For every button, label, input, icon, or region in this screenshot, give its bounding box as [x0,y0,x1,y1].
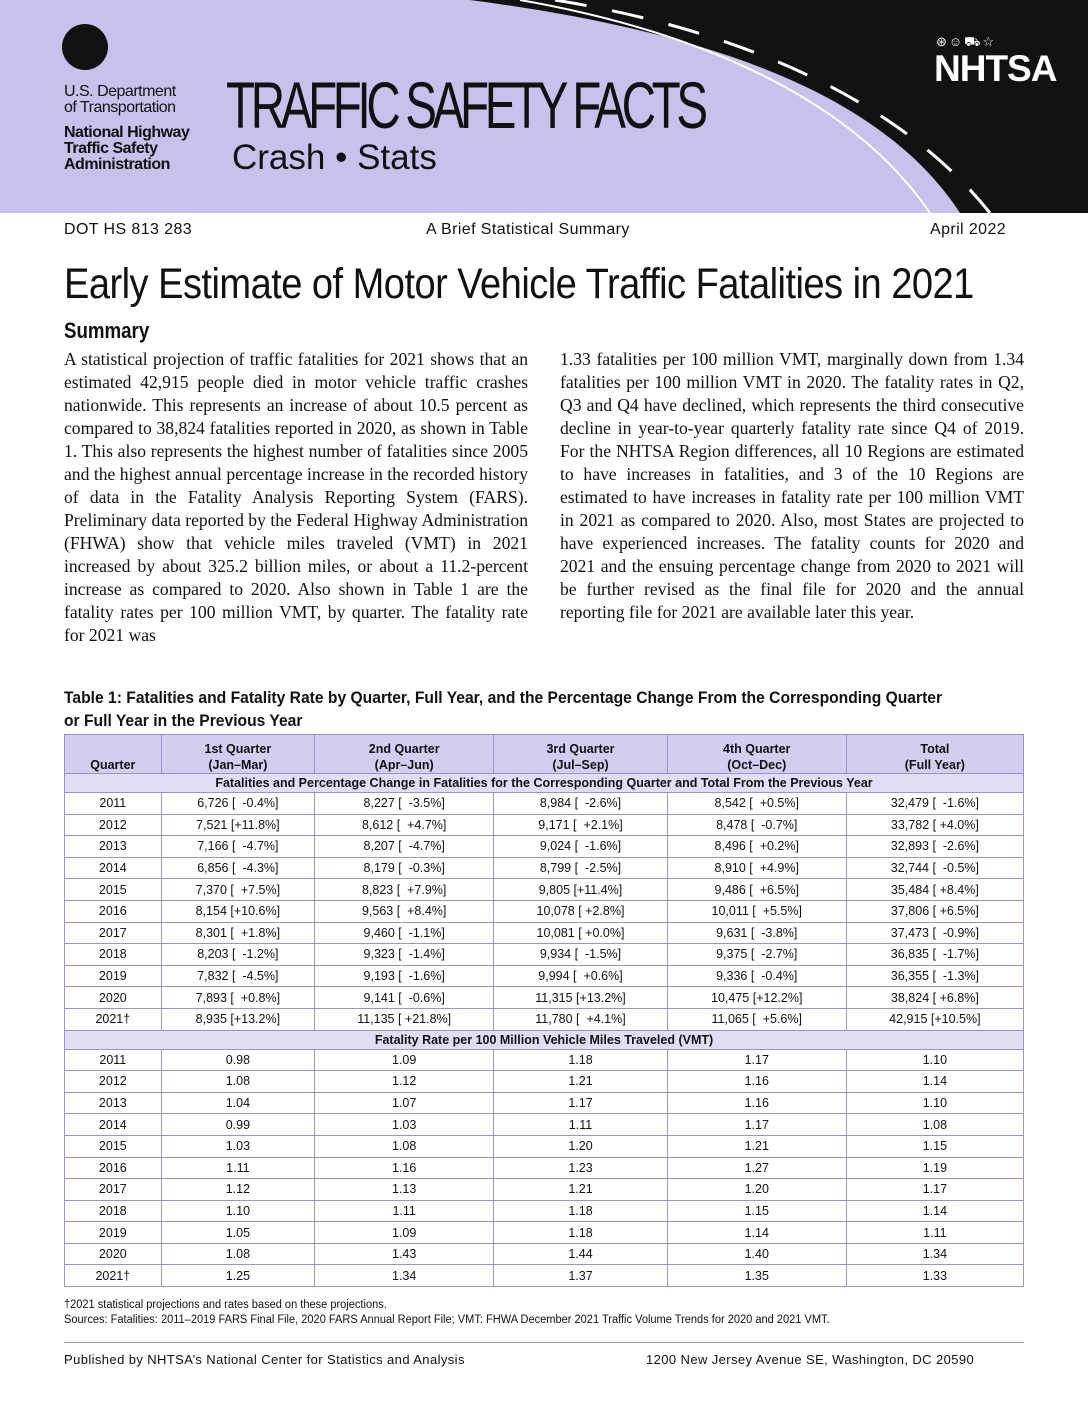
value-cell: 1.37 [494,1265,667,1287]
value-cell: 9,323 [ -1.4%] [315,944,494,966]
section-fatalities-label: Fatalities and Percentage Change in Fatalities for the Corresponding Quarter and Total From the Previous Year [65,774,1024,793]
value-cell: 1.19 [846,1157,1023,1179]
value-cell: 8,823 [ +7.9%] [315,879,494,901]
table-row [65,1265,1024,1287]
value-cell: 7,832 [ -4.5%] [161,965,314,987]
footer-publisher: Published by NHTSA’s National Center for Statistics and Analysis [64,1352,465,1367]
value-cell: 1.08 [846,1114,1023,1136]
footer-divider [64,1342,1024,1343]
value-cell: 1.17 [667,1114,846,1136]
value-cell: 11,065 [ +5.6%] [667,1008,846,1030]
value-cell: 32,479 [ -1.6%] [846,793,1023,815]
value-cell: 1.34 [846,1243,1023,1265]
summary-type: A Brief Statistical Summary [426,221,630,238]
table-row [65,987,1024,1009]
year-cell: 2014 [65,1114,162,1136]
column-header: Total (Full Year) [846,735,1023,774]
table-row [65,1157,1024,1179]
year-cell: 2016 [65,900,162,922]
value-cell: 1.09 [315,1222,494,1244]
value-cell: 1.08 [315,1135,494,1157]
year-cell: 2016 [65,1157,162,1179]
header-banner [0,0,1088,213]
nhtsa-pictogram-icon: ⊛☺⛟☆ [936,34,997,49]
value-cell: 11,315 [+13.2%] [494,987,667,1009]
footnote-sources: Sources: Fatalities: 2011–2019 FARS Final File, 2020 FARS Annual Report File; VMT: FHWA December 2021 Traffic Volume Trends for 2020 and 2021 VMT. [64,1314,830,1326]
value-cell: 1.18 [494,1200,667,1222]
value-cell: 9,375 [ -2.7%] [667,944,846,966]
value-cell: 7,370 [ +7.5%] [161,879,314,901]
table-row [65,836,1024,858]
year-cell: 2021† [65,1008,162,1030]
value-cell: 1.43 [315,1243,494,1265]
series-title: TRAFFIC SAFETY FACTS [226,68,704,142]
value-cell: 1.11 [846,1222,1023,1244]
table-header-row [65,735,1024,774]
value-cell: 36,835 [ -1.7%] [846,944,1023,966]
value-cell: 32,744 [ -0.5%] [846,857,1023,879]
value-cell: 7,893 [ +0.8%] [161,987,314,1009]
value-cell: 8,203 [ -1.2%] [161,944,314,966]
value-cell: 1.11 [315,1200,494,1222]
value-cell: 8,301 [ +1.8%] [161,922,314,944]
dot-logo-icon [62,24,108,70]
report-number: DOT HS 813 283 [64,221,193,238]
value-cell: 1.11 [161,1157,314,1179]
series-subtitle: Crash • Stats [232,138,437,177]
year-cell: 2019 [65,1222,162,1244]
table-row [65,1114,1024,1136]
value-cell: 1.15 [667,1200,846,1222]
value-cell: 9,934 [ -1.5%] [494,944,667,966]
value-cell: 9,460 [ -1.1%] [315,922,494,944]
summary-right-column: 1.33 fatalities per 100 million VMT, marginally down from 1.34 fatalities per 100 million VMT in 2020. The fatality rates in Q2, Q3 and Q4 have declined, which represents the third consecutive decline in year-to-year quarterly fatality rate since Q4 of 2019. For the NHTSA Region differences, all 10 Regions are estimated to have increases in fatalities, and 3 of the 10 Regions are estimated to have increases in fatality rate per 100 million VMT in 2021 as compared to 2020. Also, most States are projected to have experienced increases. The fatality counts for 2020 and 2021 and the ensuing percentage change from 2020 to 2021 will be further revised as the final file for 2020 and the annual reporting file for 2021 are available later this year. [560,349,1024,622]
value-cell: 1.03 [315,1114,494,1136]
summary-heading: Summary [64,318,150,343]
value-cell: 7,166 [ -4.7%] [161,836,314,858]
year-cell: 2017 [65,1179,162,1201]
table-row [65,944,1024,966]
table-title: Table 1: Fatalities and Fatality Rate by Quarter, Full Year, and the Percentage Change From the Corresponding Quarter or Full Year in the Previous Year [64,688,943,730]
year-cell: 2013 [65,836,162,858]
footer-address: 1200 New Jersey Avenue SE, Washington, DC 20590 [646,1352,975,1367]
value-cell: 8,984 [ -2.6%] [494,793,667,815]
value-cell: 0.99 [161,1114,314,1136]
section-rates-label: Fatality Rate per 100 Million Vehicle Miles Traveled (VMT) [65,1030,1024,1049]
value-cell: 9,024 [ -1.6%] [494,836,667,858]
value-cell: 1.10 [846,1092,1023,1114]
value-cell: 37,806 [ +6.5%] [846,900,1023,922]
year-cell: 2012 [65,1071,162,1093]
value-cell: 35,484 [ +8.4%] [846,879,1023,901]
value-cell: 1.14 [846,1200,1023,1222]
value-cell: 1.03 [161,1135,314,1157]
value-cell: 1.14 [667,1222,846,1244]
table-row [65,1049,1024,1071]
value-cell: 1.07 [315,1092,494,1114]
column-header: 4th Quarter (Oct–Dec) [667,735,846,774]
value-cell: 1.17 [494,1092,667,1114]
year-cell: 2020 [65,1243,162,1265]
summary-left-column: A statistical projection of traffic fatalities for 2021 shows that an estimated 42,915 people died in motor vehicle traffic crashes nationwide. This represents an increase of about 10.5 percent as compared to 38,824 fatalities reported in 2020, as shown in Table 1. This also represents the highest number of fatalities since 2005 and the highest annual percentage increase in the recorded history of data in the Fatality Analysis Reporting System (FARS). Preliminary data reported by the Federal Highway Administration (FHWA) show that vehicle miles traveled (VMT) in 2021 increased by about 325.2 billion miles, or about a 11.2-percent increase as compared to 2020. Also shown in Table 1 are the fatality rates per 100 million VMT, by quarter. The fatality rate for 2021 was [64,349,528,645]
year-cell: 2015 [65,1135,162,1157]
value-cell: 1.17 [846,1179,1023,1201]
table-row [65,857,1024,879]
table-row [65,1200,1024,1222]
year-cell: 2015 [65,879,162,901]
year-cell: 2018 [65,944,162,966]
table-footnotes [64,1298,830,1328]
value-cell: 1.20 [667,1179,846,1201]
value-cell: 8,227 [ -3.5%] [315,793,494,815]
value-cell: 1.33 [846,1265,1023,1287]
value-cell: 1.40 [667,1243,846,1265]
table-row [65,814,1024,836]
value-cell: 7,521 [+11.8%] [161,814,314,836]
table-row [65,922,1024,944]
value-cell: 1.11 [494,1114,667,1136]
value-cell: 33,782 [ +4.0%] [846,814,1023,836]
value-cell: 9,193 [ -1.6%] [315,965,494,987]
value-cell: 8,154 [+10.6%] [161,900,314,922]
table-row [65,1008,1024,1030]
value-cell: 6,856 [ -4.3%] [161,857,314,879]
table-row [65,900,1024,922]
page-title: Early Estimate of Motor Vehicle Traffic Fatalities in 2021 [64,260,974,308]
value-cell: 1.10 [161,1200,314,1222]
year-cell: 2019 [65,965,162,987]
value-cell: 8,799 [ -2.5%] [494,857,667,879]
value-cell: 11,780 [ +4.1%] [494,1008,667,1030]
value-cell: 1.12 [161,1179,314,1201]
table-row [65,965,1024,987]
value-cell: 9,631 [ -3.8%] [667,922,846,944]
table-row [65,1092,1024,1114]
value-cell: 1.13 [315,1179,494,1201]
value-cell: 8,542 [ +0.5%] [667,793,846,815]
section-rates [65,1030,1024,1049]
value-cell: 9,141 [ -0.6%] [315,987,494,1009]
dot-name: U.S. Department of Transportation [64,83,176,116]
year-cell: 2011 [65,793,162,815]
value-cell: 1.08 [161,1243,314,1265]
year-cell: 2012 [65,814,162,836]
year-cell: 2018 [65,1200,162,1222]
table-row [65,1135,1024,1157]
table-row [65,1222,1024,1244]
year-cell: 2020 [65,987,162,1009]
value-cell: 9,486 [ +6.5%] [667,879,846,901]
year-cell: 2011 [65,1049,162,1071]
table-row [65,879,1024,901]
value-cell: 1.12 [315,1071,494,1093]
column-header: 1st Quarter (Jan–Mar) [161,735,314,774]
value-cell: 10,011 [ +5.5%] [667,900,846,922]
value-cell: 8,496 [ +0.2%] [667,836,846,858]
footnote-projection: †2021 statistical projections and rates based on these projections. [64,1299,387,1311]
value-cell: 1.04 [161,1092,314,1114]
value-cell: 1.21 [667,1135,846,1157]
table-row [65,793,1024,815]
value-cell: 1.21 [494,1179,667,1201]
value-cell: 38,824 [ +6.8%] [846,987,1023,1009]
value-cell: 1.08 [161,1071,314,1093]
value-cell: 37,473 [ -0.9%] [846,922,1023,944]
value-cell: 1.05 [161,1222,314,1244]
value-cell: 1.35 [667,1265,846,1287]
value-cell: 9,994 [ +0.6%] [494,965,667,987]
value-cell: 1.18 [494,1049,667,1071]
column-header: 2nd Quarter (Apr–Jun) [315,735,494,774]
nhtsa-logo: NHTSA [934,48,1057,89]
value-cell: 10,475 [+12.2%] [667,987,846,1009]
report-date: April 2022 [930,221,1007,238]
year-cell: 2017 [65,922,162,944]
year-cell: 2014 [65,857,162,879]
value-cell: 1.21 [494,1071,667,1093]
table-row [65,1179,1024,1201]
value-cell: 0.98 [161,1049,314,1071]
value-cell: 42,915 [+10.5%] [846,1008,1023,1030]
value-cell: 1.27 [667,1157,846,1179]
value-cell: 1.44 [494,1243,667,1265]
value-cell: 1.10 [846,1049,1023,1071]
column-header: Quarter [65,735,162,774]
year-cell: 2021† [65,1265,162,1287]
value-cell: 9,171 [ +2.1%] [494,814,667,836]
table-row [65,1243,1024,1265]
value-cell: 1.16 [315,1157,494,1179]
value-cell: 8,910 [ +4.9%] [667,857,846,879]
value-cell: 36,355 [ -1.3%] [846,965,1023,987]
column-header: 3rd Quarter (Jul–Sep) [494,735,667,774]
value-cell: 1.17 [667,1049,846,1071]
fatalities-table [64,734,1024,1287]
value-cell: 1.18 [494,1222,667,1244]
value-cell: 1.23 [494,1157,667,1179]
value-cell: 9,563 [ +8.4%] [315,900,494,922]
value-cell: 1.15 [846,1135,1023,1157]
value-cell: 11,135 [ +21.8%] [315,1008,494,1030]
value-cell: 1.16 [667,1092,846,1114]
value-cell: 9,805 [+11.4%] [494,879,667,901]
value-cell: 8,612 [ +4.7%] [315,814,494,836]
value-cell: 9,336 [ -0.4%] [667,965,846,987]
value-cell: 32,893 [ -2.6%] [846,836,1023,858]
year-cell: 2013 [65,1092,162,1114]
agency-name: National Highway Traffic Safety Administration [64,124,190,173]
value-cell: 6,726 [ -0.4%] [161,793,314,815]
value-cell: 10,081 [ +0.0%] [494,922,667,944]
value-cell: 1.09 [315,1049,494,1071]
value-cell: 1.25 [161,1265,314,1287]
value-cell: 1.16 [667,1071,846,1093]
value-cell: 10,078 [ +2.8%] [494,900,667,922]
value-cell: 8,935 [+13.2%] [161,1008,314,1030]
value-cell: 8,179 [ -0.3%] [315,857,494,879]
value-cell: 1.20 [494,1135,667,1157]
value-cell: 1.14 [846,1071,1023,1093]
table-row [65,1071,1024,1093]
value-cell: 8,207 [ -4.7%] [315,836,494,858]
value-cell: 8,478 [ -0.7%] [667,814,846,836]
section-fatalities [65,774,1024,793]
value-cell: 1.34 [315,1265,494,1287]
